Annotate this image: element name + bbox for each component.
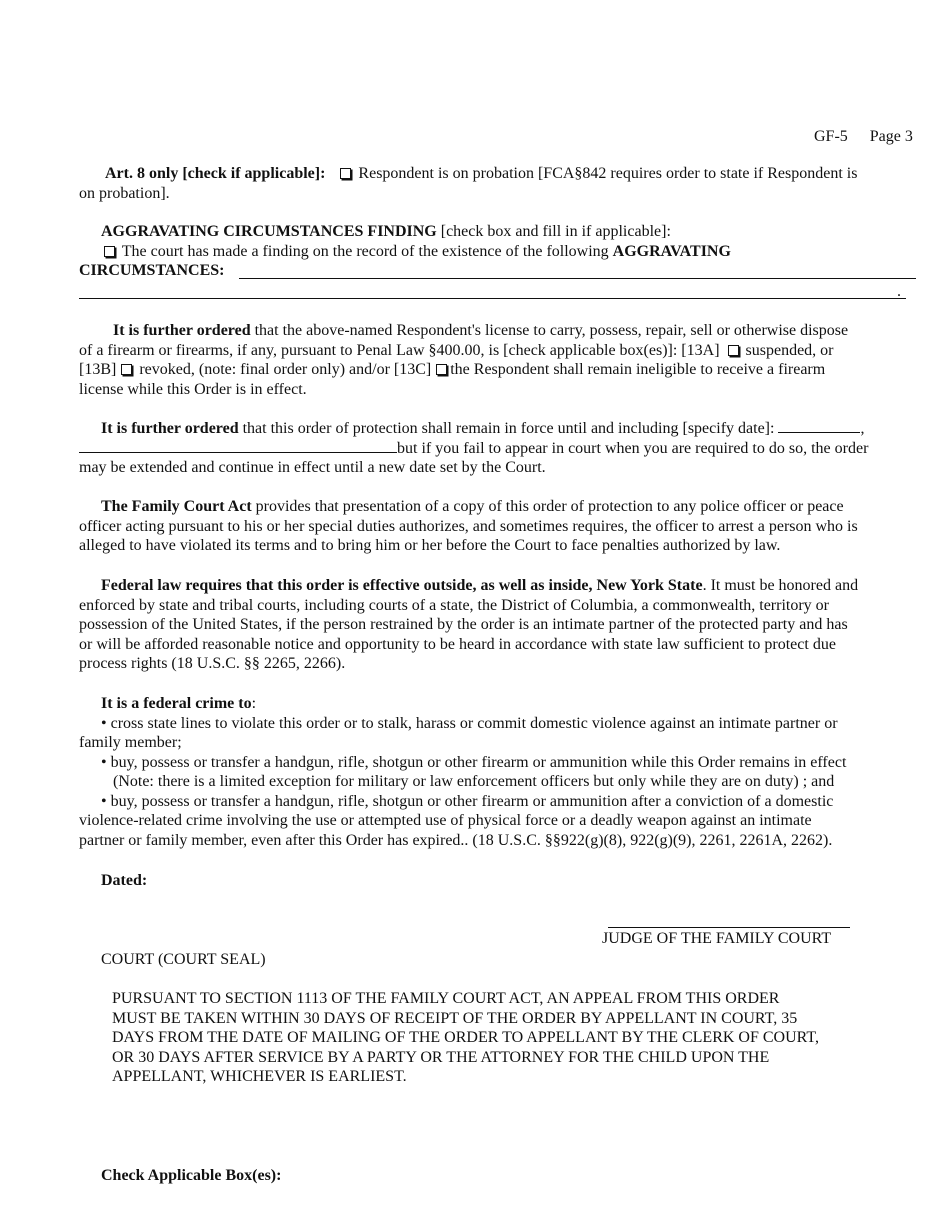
duration-order-section	[79, 419, 911, 478]
specify-date-field[interactable]	[778, 432, 860, 433]
aggravating-section	[79, 222, 911, 281]
license-order-line1: that the above-named Respondent's license to carry, possess, repair, sell or otherwise dispose	[250, 322, 849, 339]
checkbox-13a[interactable]	[728, 345, 739, 356]
license-order-line3: revoked, (note: final order only) and/or [13C]	[135, 361, 432, 378]
page-number: Page 3	[869, 128, 913, 145]
aggravating-instruction: [check box and fill in if applicable]:	[436, 223, 671, 240]
bullet3-line2: violence-related crime involving the use or attempted use of physical force or a deadly weapon against an intimate	[79, 812, 812, 829]
license-order-section	[79, 321, 911, 399]
aggravating-text: The court has made a finding on the record of the existence of the following	[121, 242, 613, 260]
family-court-act-section	[79, 497, 911, 556]
federal-law-bold: Federal law requires that this order is effective outside, as well as inside, New York State	[101, 577, 703, 594]
bullet3-line3: partner or family member, even after this Order has expired.. (18 U.S.C. §§922(g)(8), 922(g)(9), 2261, 2261A, 2262).	[79, 831, 833, 849]
dated-label-text: Dated:	[101, 872, 148, 889]
probation-checkbox[interactable]	[340, 168, 351, 179]
appeal-line5: APPELLANT, WHICHEVER IS EARLIEST.	[112, 1068, 407, 1085]
family-court-act-line2: officer acting pursuant to his or her special duties authorizes, and sometimes requires, the officer to arrest a person who is	[79, 517, 858, 535]
appeal-notice	[112, 989, 902, 1087]
family-court-act-line1: provides that presentation of a copy of this order of protection to any police officer or peace	[251, 498, 844, 515]
check-boxes-label	[101, 1166, 281, 1186]
aggravating-end-period: .	[897, 283, 901, 300]
license-order-line2: of a firearm or firearms, if any, pursuant to Penal Law §400.00, is [check applicable box(es)]: [13A]	[79, 341, 720, 359]
aggravating-bold: AGGRAVATING	[612, 242, 731, 260]
license-order-line3-end: the Respondent shall remain ineligible to receive a firearm	[450, 361, 826, 378]
art8-text-line1: Respondent is on probation [FCA§842 requires order to state if Respondent is	[358, 165, 858, 182]
bullet2-line1: • buy, possess or transfer a handgun, rifle, shotgun or other firearm or ammunition while this Order remains in effect	[101, 753, 847, 771]
dated-label	[101, 871, 147, 891]
bullet2-line2: (Note: there is a limited exception for military or law enforcement officers but only while they are on duty) ; and	[113, 773, 835, 790]
federal-law-line2: enforced by state and tribal courts, including courts of a state, the District of Columbia, a commonwealth, territory or	[79, 596, 830, 614]
federal-law-line1: . It must be honored and	[702, 577, 859, 594]
date-continuation-field[interactable]	[79, 452, 397, 453]
federal-law-section	[79, 576, 911, 674]
art8-section	[79, 164, 911, 203]
label-13b: [13B]	[79, 361, 117, 378]
duration-order-line1: that this order of protection shall remain in force until and including [specify date]:	[238, 420, 775, 437]
aggravating-fill-line-2[interactable]	[79, 298, 906, 299]
bullet1-line1: • cross state lines to violate this order or to stalk, harass or commit domestic violence against an intimate partner or	[101, 714, 838, 732]
license-order-bold: It is further ordered	[113, 322, 251, 339]
federal-crime-bold: It is a federal crime to	[101, 695, 252, 712]
check-boxes-label-text: Check Applicable Box(es):	[101, 1167, 282, 1184]
bullet3-line1: • buy, possess or transfer a handgun, rifle, shotgun or other firearm or ammunition after a conviction of a domestic	[101, 792, 834, 810]
duration-order-bold: It is further ordered	[101, 420, 239, 437]
judge-signature-line[interactable]	[608, 927, 850, 928]
family-court-act-bold: The Family Court Act	[101, 498, 252, 515]
duration-order-line2: but if you fail to appear in court when you are required to do so, the order	[397, 439, 869, 457]
federal-crime-section	[79, 694, 911, 850]
appeal-line1: PURSUANT TO SECTION 1113 OF THE FAMILY COURT ACT, AN APPEAL FROM THIS ORDER	[112, 990, 780, 1007]
page-header	[814, 127, 913, 147]
duration-order-comma: ,	[860, 420, 865, 437]
license-order-line4: license while this Order is in effect.	[79, 380, 307, 398]
court-seal-label: COURT (COURT SEAL)	[101, 951, 266, 968]
appeal-line3: DAYS FROM THE DATE OF MAILING OF THE ORDER TO APPELLANT BY THE CLERK OF COURT,	[112, 1029, 819, 1046]
federal-law-line3: possession of the United States, if the person restrained by the order is an intimate partner of the protected party and has	[79, 616, 848, 633]
bullet1-line2: family member;	[79, 734, 182, 751]
federal-crime-colon: :	[251, 695, 257, 712]
checkbox-13b[interactable]	[121, 364, 132, 375]
aggravating-fill-line-1[interactable]	[239, 278, 916, 279]
appeal-line2: MUST BE TAKEN WITHIN 30 DAYS OF RECEIPT OF THE ORDER BY APPELLANT IN COURT, 35	[112, 1009, 798, 1027]
aggravating-title: AGGRAVATING CIRCUMSTANCES FINDING	[101, 223, 437, 240]
family-court-act-line3: alleged to have violated its terms and to bring him or her before the Court to face penalties authorized by law.	[79, 537, 781, 554]
art8-label: Art. 8 only [check if applicable]:	[105, 165, 326, 182]
circumstances-label: CIRCUMSTANCES:	[79, 262, 225, 279]
checkbox-13c[interactable]	[436, 364, 447, 375]
duration-order-line3: may be extended and continue in effect until a new date set by the Court.	[79, 459, 546, 476]
license-order-line2-end: suspended, or	[741, 341, 834, 359]
appeal-line4: OR 30 DAYS AFTER SERVICE BY A PARTY OR THE ATTORNEY FOR THE CHILD UPON THE	[112, 1048, 770, 1066]
aggravating-checkbox[interactable]	[104, 246, 115, 257]
art8-text-line2: on probation].	[79, 184, 170, 202]
federal-law-line5: process rights (18 U.S.C. §§ 2265, 2266).	[79, 655, 346, 672]
judge-label: JUDGE OF THE FAMILY COURT	[602, 930, 832, 947]
federal-law-line4: or will be afforded reasonable notice and opportunity to be heard in accordance with state law sufficient to protect due	[79, 635, 836, 653]
form-id: GF-5	[814, 128, 848, 145]
